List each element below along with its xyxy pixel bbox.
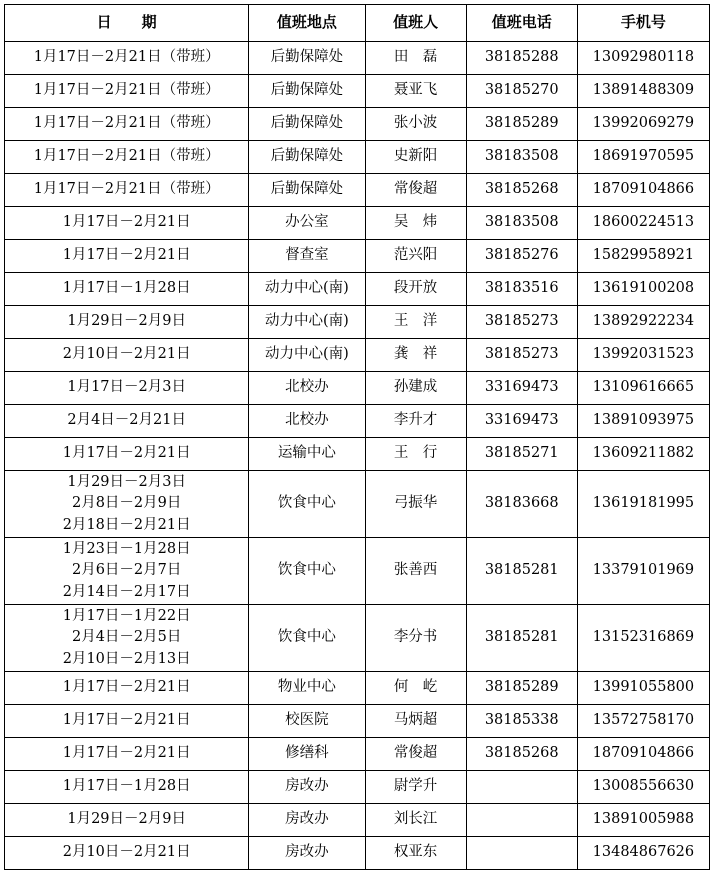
tel-cell: 38185268 <box>466 174 577 207</box>
person-cell: 聂亚飞 <box>365 75 466 108</box>
table-row <box>5 306 710 339</box>
person-cell: 段开放 <box>365 273 466 306</box>
person-cell: 张善西 <box>365 538 466 605</box>
location-cell: 北校办 <box>249 372 365 405</box>
location-cell: 北校办 <box>249 405 365 438</box>
table-row <box>5 108 710 141</box>
table-row <box>5 174 710 207</box>
mobile-cell: 13992031523 <box>577 339 709 372</box>
location-cell: 房改办 <box>249 804 365 837</box>
tel-cell: 38185281 <box>466 605 577 672</box>
person-cell: 龚 祥 <box>365 339 466 372</box>
table-row <box>5 141 710 174</box>
mobile-cell: 13092980118 <box>577 42 709 75</box>
location-cell: 办公室 <box>249 207 365 240</box>
date-range: 1月17日－2月21日 <box>62 679 191 696</box>
mobile-cell: 13891093975 <box>577 405 709 438</box>
tel-cell: 38185338 <box>466 705 577 738</box>
date-range: 1月29日－2月9日 <box>67 811 186 828</box>
table-row <box>5 471 710 538</box>
date-range: 1月17日－1月22日 <box>62 607 191 624</box>
tel-cell: 38185289 <box>466 108 577 141</box>
location-cell: 修缮科 <box>249 738 365 771</box>
date-cell <box>5 306 249 339</box>
header-row <box>5 5 710 42</box>
tel-cell: 38185273 <box>466 339 577 372</box>
date-cell <box>5 771 249 804</box>
person-cell: 常俊超 <box>365 738 466 771</box>
date-cell <box>5 738 249 771</box>
date-range: 1月17日－1月28日 <box>62 778 191 795</box>
date-cell <box>5 538 249 605</box>
mobile-cell: 13484867626 <box>577 837 709 870</box>
table-row <box>5 75 710 108</box>
mobile-cell: 15829958921 <box>577 240 709 273</box>
table-row <box>5 672 710 705</box>
mobile-cell: 13891488309 <box>577 75 709 108</box>
person-cell: 王 洋 <box>365 306 466 339</box>
person-cell: 孙建成 <box>365 372 466 405</box>
location-cell: 物业中心 <box>249 672 365 705</box>
date-cell <box>5 273 249 306</box>
location-cell: 后勤保障处 <box>249 75 365 108</box>
table-row <box>5 438 710 471</box>
person-cell: 范兴阳 <box>365 240 466 273</box>
date-range: 1月17日－1月28日 <box>62 280 191 297</box>
date-cell <box>5 339 249 372</box>
tel-cell: 38185288 <box>466 42 577 75</box>
person-cell: 李升才 <box>365 405 466 438</box>
date-range: 1月17日－2月21日 <box>62 214 191 231</box>
location-cell: 动力中心(南) <box>249 306 365 339</box>
person-cell: 张小波 <box>365 108 466 141</box>
person-cell: 尉学升 <box>365 771 466 804</box>
mobile-cell: 13572758170 <box>577 705 709 738</box>
date-range: 2月10日－2月21日 <box>62 346 191 363</box>
date-cell <box>5 42 249 75</box>
date-range: 1月17日－2月21日 <box>62 745 191 762</box>
mobile-cell: 18709104866 <box>577 174 709 207</box>
date-range: 2月4日－2月21日 <box>67 412 186 429</box>
mobile-cell: 13008556630 <box>577 771 709 804</box>
location-cell: 饮食中心 <box>249 538 365 605</box>
tel-cell: 38183668 <box>466 471 577 538</box>
location-cell: 饮食中心 <box>249 471 365 538</box>
location-cell: 运输中心 <box>249 438 365 471</box>
date-cell <box>5 174 249 207</box>
header-date: 日 期 <box>5 5 249 42</box>
mobile-cell: 13152316869 <box>577 605 709 672</box>
date-range: 1月23日－1月28日 <box>62 540 191 557</box>
mobile-cell: 13379101969 <box>577 538 709 605</box>
tel-cell: 38185268 <box>466 738 577 771</box>
date-cell <box>5 705 249 738</box>
table-row <box>5 837 710 870</box>
date-range: 1月17日－2月21日 <box>62 712 191 729</box>
date-range: 1月17日－2月21日（带班） <box>33 181 220 198</box>
mobile-cell: 13991055800 <box>577 672 709 705</box>
person-cell: 史新阳 <box>365 141 466 174</box>
tel-cell: 38183508 <box>466 207 577 240</box>
date-range: 1月17日－2月21日 <box>62 445 191 462</box>
location-cell: 动力中心(南) <box>249 273 365 306</box>
date-range: 2月10日－2月21日 <box>62 844 191 861</box>
mobile-cell: 13609211882 <box>577 438 709 471</box>
mobile-cell: 13992069279 <box>577 108 709 141</box>
tel-cell: 33169473 <box>466 405 577 438</box>
date-range: 1月17日－2月21日（带班） <box>33 49 220 66</box>
date-range: 2月14日－2月17日 <box>62 583 191 600</box>
location-cell: 后勤保障处 <box>249 42 365 75</box>
table-row <box>5 705 710 738</box>
date-cell <box>5 141 249 174</box>
date-cell <box>5 108 249 141</box>
tel-cell: 38185281 <box>466 538 577 605</box>
tel-cell <box>466 837 577 870</box>
tel-cell: 33169473 <box>466 372 577 405</box>
tel-cell <box>466 804 577 837</box>
date-cell <box>5 207 249 240</box>
date-range: 2月10日－2月13日 <box>62 650 191 667</box>
date-cell <box>5 240 249 273</box>
tel-cell: 38185289 <box>466 672 577 705</box>
location-cell: 校医院 <box>249 705 365 738</box>
table-row <box>5 771 710 804</box>
tel-cell: 38185276 <box>466 240 577 273</box>
table-row <box>5 339 710 372</box>
person-cell: 田 磊 <box>365 42 466 75</box>
location-cell: 督查室 <box>249 240 365 273</box>
date-cell <box>5 672 249 705</box>
tel-cell: 38185273 <box>466 306 577 339</box>
mobile-cell: 13891005988 <box>577 804 709 837</box>
person-cell: 权亚东 <box>365 837 466 870</box>
date-range: 1月17日－2月21日（带班） <box>33 82 220 99</box>
person-cell: 常俊超 <box>365 174 466 207</box>
date-cell <box>5 438 249 471</box>
date-cell <box>5 804 249 837</box>
header-location: 值班地点 <box>249 5 365 42</box>
person-cell: 马炳超 <box>365 705 466 738</box>
table-row <box>5 372 710 405</box>
date-range: 1月17日－2月21日（带班） <box>33 148 220 165</box>
person-cell: 刘长江 <box>365 804 466 837</box>
mobile-cell: 18691970595 <box>577 141 709 174</box>
person-cell: 弓振华 <box>365 471 466 538</box>
date-cell <box>5 75 249 108</box>
tel-cell <box>466 771 577 804</box>
mobile-cell: 13892922234 <box>577 306 709 339</box>
date-cell <box>5 471 249 538</box>
mobile-cell: 18709104866 <box>577 738 709 771</box>
table-row <box>5 738 710 771</box>
person-cell: 吴 炜 <box>365 207 466 240</box>
location-cell: 后勤保障处 <box>249 141 365 174</box>
date-range: 2月18日－2月21日 <box>62 516 191 533</box>
person-cell: 何 屹 <box>365 672 466 705</box>
person-cell: 李分书 <box>365 605 466 672</box>
table-body <box>5 42 710 870</box>
table-row <box>5 605 710 672</box>
person-cell: 王 行 <box>365 438 466 471</box>
mobile-cell: 18600224513 <box>577 207 709 240</box>
location-cell: 后勤保障处 <box>249 108 365 141</box>
date-range: 2月8日－2月9日 <box>71 495 182 512</box>
tel-cell: 38185271 <box>466 438 577 471</box>
header-person: 值班人 <box>365 5 466 42</box>
date-range: 2月6日－2月7日 <box>71 562 182 579</box>
table-row <box>5 405 710 438</box>
tel-cell: 38185270 <box>466 75 577 108</box>
mobile-cell: 13619181995 <box>577 471 709 538</box>
header-tel: 值班电话 <box>466 5 577 42</box>
table-row <box>5 273 710 306</box>
date-cell <box>5 605 249 672</box>
duty-schedule-table <box>4 4 710 870</box>
date-range: 2月4日－2月5日 <box>71 629 182 646</box>
mobile-cell: 13109616665 <box>577 372 709 405</box>
table-row <box>5 207 710 240</box>
location-cell: 饮食中心 <box>249 605 365 672</box>
tel-cell: 38183508 <box>466 141 577 174</box>
location-cell: 动力中心(南) <box>249 339 365 372</box>
table-row <box>5 240 710 273</box>
header-mobile: 手机号 <box>577 5 709 42</box>
date-range: 1月29日－2月9日 <box>67 313 186 330</box>
date-range: 1月29日－2月3日 <box>67 473 186 490</box>
date-cell <box>5 372 249 405</box>
date-range: 1月17日－2月21日（带班） <box>33 115 220 132</box>
location-cell: 后勤保障处 <box>249 174 365 207</box>
date-range: 1月17日－2月21日 <box>62 247 191 264</box>
date-range: 1月17日－2月3日 <box>67 379 186 396</box>
table-row <box>5 538 710 605</box>
location-cell: 房改办 <box>249 837 365 870</box>
tel-cell: 38183516 <box>466 273 577 306</box>
table-row <box>5 804 710 837</box>
mobile-cell: 13619100208 <box>577 273 709 306</box>
date-cell <box>5 405 249 438</box>
table-row <box>5 42 710 75</box>
date-cell <box>5 837 249 870</box>
location-cell: 房改办 <box>249 771 365 804</box>
